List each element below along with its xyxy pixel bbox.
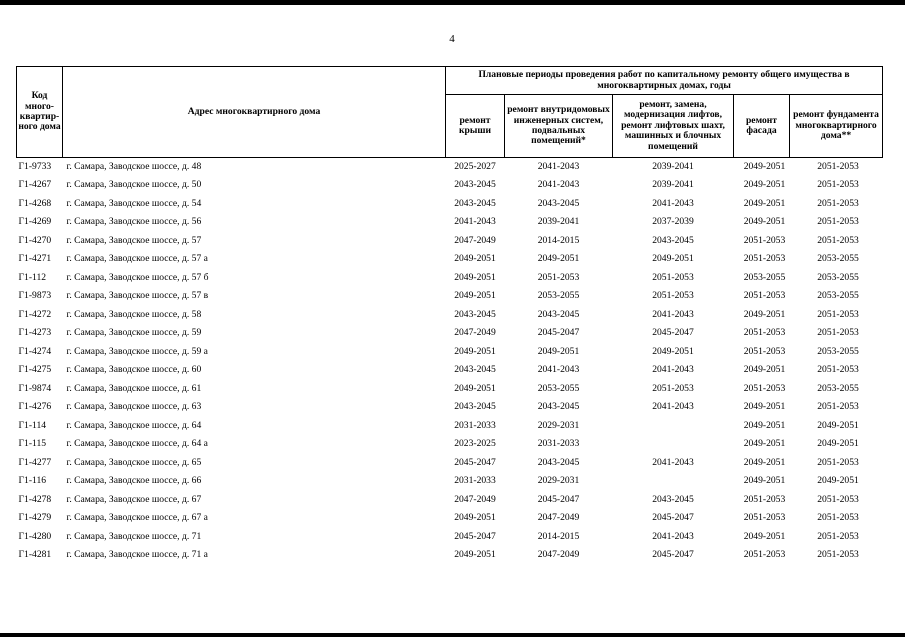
cell-roof-period: 2043-2045	[454, 401, 496, 413]
table-row	[17, 546, 883, 565]
cell-house-code: Г1-4281	[18, 549, 52, 561]
cell-engineering-period: 2053-2055	[537, 382, 580, 394]
table-row	[17, 250, 883, 269]
cell-lift-period: 2043-2045	[652, 234, 694, 246]
cell-roof-period: 2049-2051	[454, 271, 496, 283]
table-row	[17, 343, 883, 362]
cell-address: г. Самара, Заводское шоссе, д. 63	[66, 401, 202, 413]
cell-house-code: Г1-4271	[18, 253, 52, 265]
capital-repair-table	[16, 66, 883, 565]
cell-engineering-period: 2041-2043	[537, 364, 580, 376]
cell-address: г. Самара, Заводское шоссе, д. 48	[66, 160, 202, 172]
cell-foundation-period: 2051-2053	[817, 512, 859, 524]
cell-house-code: Г1-4270	[18, 234, 52, 246]
table-row	[17, 491, 883, 510]
cell-lift-period: 2041-2043	[652, 456, 694, 468]
table-row	[17, 509, 883, 528]
cell-engineering-period: 2049-2051	[537, 253, 580, 265]
cell-address: г. Самара, Заводское шоссе, д. 65	[66, 456, 202, 468]
cell-house-code: Г1-4272	[18, 308, 52, 320]
cell-foundation-period: 2049-2051	[817, 419, 859, 431]
cell-roof-period: 2047-2049	[454, 327, 496, 339]
table-row	[17, 435, 883, 454]
cell-facade-period: 2049-2051	[743, 179, 786, 191]
cell-lift-period: 2045-2047	[652, 327, 694, 339]
cell-house-code: Г1-4276	[18, 401, 52, 413]
cell-engineering-period: 2029-2031	[537, 475, 580, 487]
cell-address: г. Самара, Заводское шоссе, д. 50	[66, 179, 202, 191]
cell-roof-period: 2049-2051	[454, 549, 496, 561]
cell-house-code: Г1-4280	[18, 530, 52, 542]
cell-engineering-period: 2041-2043	[537, 179, 580, 191]
cell-house-code: Г1-4267	[18, 179, 52, 191]
cell-house-code: Г1-116	[18, 475, 47, 487]
cell-roof-period: 2041-2043	[454, 216, 496, 228]
cell-address: г. Самара, Заводское шоссе, д. 57 а	[66, 253, 208, 265]
cell-house-code: Г1-9874	[18, 382, 52, 394]
header-foundation-repair: ремонт фундамента многоквартирного дома**	[790, 95, 883, 158]
cell-foundation-period: 2053-2055	[817, 271, 859, 283]
cell-engineering-period: 2045-2047	[537, 327, 580, 339]
cell-facade-period: 2049-2051	[743, 401, 786, 413]
cell-lift-period: 2039-2041	[652, 179, 694, 191]
header-facade-repair: ремонт фасада	[734, 95, 790, 158]
cell-foundation-period: 2051-2053	[817, 234, 859, 246]
cell-facade-period: 2051-2053	[743, 512, 786, 524]
cell-facade-period: 2051-2053	[743, 493, 786, 505]
cell-facade-period: 2049-2051	[743, 216, 786, 228]
table-row	[17, 232, 883, 251]
cell-engineering-period: 2014-2015	[537, 530, 580, 542]
cell-house-code: Г1-4274	[18, 345, 52, 357]
cell-address: г. Самара, Заводское шоссе, д. 71	[66, 530, 202, 542]
table-row	[17, 417, 883, 436]
cell-address: г. Самара, Заводское шоссе, д. 57	[66, 234, 202, 246]
cell-lift-period: 2041-2043	[652, 530, 694, 542]
cell-lift-period: 2049-2051	[652, 253, 694, 265]
cell-lift-period: 2041-2043	[652, 401, 694, 413]
cell-house-code: Г1-4277	[18, 456, 52, 468]
cell-house-code: Г1-112	[18, 271, 47, 283]
cell-engineering-period: 2039-2041	[537, 216, 580, 228]
cell-foundation-period: 2051-2053	[817, 549, 859, 561]
cell-foundation-period: 2053-2055	[817, 345, 859, 357]
table-row	[17, 398, 883, 417]
cell-house-code: Г1-9733	[18, 160, 52, 172]
table-row	[17, 158, 883, 177]
cell-roof-period: 2049-2051	[454, 253, 496, 265]
cell-house-code: Г1-4269	[18, 216, 52, 228]
cell-roof-period: 2031-2033	[454, 475, 496, 487]
table-row	[17, 454, 883, 473]
cell-facade-period: 2049-2051	[743, 530, 786, 542]
header-planned-periods: Плановые периоды проведения работ по капитальному ремонту общего имущества в многоквартирных домах, годы	[446, 67, 883, 95]
cell-facade-period: 2049-2051	[743, 364, 786, 376]
cell-roof-period: 2049-2051	[454, 290, 496, 302]
cell-facade-period: 2051-2053	[743, 382, 786, 394]
cell-address: г. Самара, Заводское шоссе, д. 59 а	[66, 345, 208, 357]
cell-facade-period: 2049-2051	[743, 419, 786, 431]
cell-foundation-period: 2053-2055	[817, 382, 859, 394]
cell-foundation-period: 2051-2053	[817, 216, 859, 228]
cell-roof-period: 2043-2045	[454, 197, 496, 209]
cell-address: г. Самара, Заводское шоссе, д. 60	[66, 364, 202, 376]
cell-roof-period: 2047-2049	[454, 234, 496, 246]
bottom-rule	[0, 633, 905, 637]
table-row	[17, 287, 883, 306]
cell-foundation-period: 2053-2055	[817, 253, 859, 265]
cell-lift-period: 2051-2053	[652, 382, 694, 394]
cell-foundation-period: 2051-2053	[817, 308, 859, 320]
cell-facade-period: 2049-2051	[743, 308, 786, 320]
cell-lift-period: 2039-2041	[652, 160, 694, 172]
cell-address: г. Самара, Заводское шоссе, д. 64	[66, 419, 202, 431]
cell-engineering-period: 2043-2045	[537, 308, 580, 320]
cell-lift-period: 2045-2047	[652, 549, 694, 561]
cell-lift-period: 2043-2045	[652, 493, 694, 505]
cell-facade-period: 2053-2055	[743, 271, 786, 283]
cell-lift-period: 2041-2043	[652, 308, 694, 320]
cell-engineering-period: 2014-2015	[537, 234, 580, 246]
cell-engineering-period: 2045-2047	[537, 493, 580, 505]
cell-roof-period: 2023-2025	[454, 438, 496, 450]
cell-foundation-period: 2051-2053	[817, 364, 859, 376]
table-row	[17, 269, 883, 288]
cell-facade-period: 2051-2053	[743, 290, 786, 302]
header-lift-repair: ремонт, замена, модернизация лифтов, ремонт лифтовых шахт, машинных и блочных помещений	[613, 95, 734, 158]
cell-lift-period: 2041-2043	[652, 364, 694, 376]
cell-engineering-period: 2043-2045	[537, 456, 580, 468]
table-row	[17, 195, 883, 214]
cell-roof-period: 2049-2051	[454, 382, 496, 394]
cell-lift-period	[613, 472, 734, 491]
cell-facade-period: 2049-2051	[743, 456, 786, 468]
cell-address: г. Самара, Заводское шоссе, д. 66	[66, 475, 202, 487]
table-row	[17, 306, 883, 325]
cell-house-code: Г1-4273	[18, 327, 52, 339]
cell-roof-period: 2031-2033	[454, 419, 496, 431]
cell-lift-period: 2037-2039	[652, 216, 694, 228]
cell-facade-period: 2051-2053	[743, 327, 786, 339]
cell-roof-period: 2049-2051	[454, 345, 496, 357]
cell-engineering-period: 2047-2049	[537, 512, 580, 524]
table-row	[17, 472, 883, 491]
cell-facade-period: 2049-2051	[743, 160, 786, 172]
cell-address: г. Самара, Заводское шоссе, д. 56	[66, 216, 202, 228]
cell-foundation-period: 2049-2051	[817, 438, 859, 450]
table-body	[17, 158, 883, 565]
table-row	[17, 324, 883, 343]
cell-address: г. Самара, Заводское шоссе, д. 58	[66, 308, 202, 320]
table-row	[17, 361, 883, 380]
cell-address: г. Самара, Заводское шоссе, д. 57 б	[66, 271, 209, 283]
cell-foundation-period: 2051-2053	[817, 493, 859, 505]
cell-foundation-period: 2051-2053	[817, 327, 859, 339]
cell-address: г. Самара, Заводское шоссе, д. 67	[66, 493, 202, 505]
cell-roof-period: 2025-2027	[454, 160, 496, 172]
cell-lift-period: 2051-2053	[652, 290, 694, 302]
cell-address: г. Самара, Заводское шоссе, д. 71 а	[66, 549, 208, 561]
cell-engineering-period: 2051-2053	[537, 271, 580, 283]
top-rule	[0, 0, 905, 5]
header-house-code: Код много-квартир-ного дома	[17, 67, 63, 158]
cell-house-code: Г1-114	[18, 419, 47, 431]
cell-roof-period: 2043-2045	[454, 364, 496, 376]
cell-foundation-period: 2051-2053	[817, 197, 859, 209]
cell-house-code: Г1-9873	[18, 290, 52, 302]
table-row	[17, 380, 883, 399]
cell-facade-period: 2049-2051	[743, 197, 786, 209]
cell-house-code: Г1-115	[18, 438, 47, 450]
cell-engineering-period: 2029-2031	[537, 419, 580, 431]
header-engineering-repair: ремонт внутридомовых инженерных систем, подвальных помещений*	[505, 95, 613, 158]
cell-roof-period: 2043-2045	[454, 308, 496, 320]
cell-house-code: Г1-4268	[18, 197, 52, 209]
cell-lift-period: 2045-2047	[652, 512, 694, 524]
cell-facade-period: 2051-2053	[743, 253, 786, 265]
header-roof-repair: ремонт крыши	[446, 95, 505, 158]
cell-house-code: Г1-4275	[18, 364, 52, 376]
cell-lift-period	[613, 435, 734, 454]
cell-engineering-period: 2049-2051	[537, 345, 580, 357]
cell-address: г. Самара, Заводское шоссе, д. 54	[66, 197, 202, 209]
cell-address: г. Самара, Заводское шоссе, д. 59	[66, 327, 202, 339]
cell-foundation-period: 2049-2051	[817, 475, 859, 487]
cell-roof-period: 2043-2045	[454, 179, 496, 191]
cell-roof-period: 2047-2049	[454, 493, 496, 505]
cell-lift-period: 2051-2053	[652, 271, 694, 283]
cell-lift-period	[613, 417, 734, 436]
cell-roof-period: 2045-2047	[454, 530, 496, 542]
cell-lift-period: 2049-2051	[652, 345, 694, 357]
cell-house-code: Г1-4279	[18, 512, 52, 524]
cell-facade-period: 2051-2053	[743, 549, 786, 561]
cell-roof-period: 2049-2051	[454, 512, 496, 524]
cell-address: г. Самара, Заводское шоссе, д. 61	[66, 382, 202, 394]
cell-facade-period: 2051-2053	[743, 234, 786, 246]
cell-engineering-period: 2041-2043	[537, 160, 580, 172]
cell-engineering-period: 2043-2045	[537, 401, 580, 413]
cell-facade-period: 2051-2053	[743, 345, 786, 357]
cell-address: г. Самара, Заводское шоссе, д. 57 в	[66, 290, 209, 302]
cell-foundation-period: 2051-2053	[817, 160, 859, 172]
table-row	[17, 176, 883, 195]
header-address: Адрес многоквартирного дома	[63, 67, 446, 158]
cell-facade-period: 2049-2051	[743, 438, 786, 450]
cell-house-code: Г1-4278	[18, 493, 52, 505]
table-row	[17, 213, 883, 232]
cell-address: г. Самара, Заводское шоссе, д. 64 а	[66, 438, 208, 450]
cell-engineering-period: 2043-2045	[537, 197, 580, 209]
cell-lift-period: 2041-2043	[652, 197, 694, 209]
cell-foundation-period: 2051-2053	[817, 530, 859, 542]
page-number: 4	[449, 33, 455, 45]
cell-engineering-period: 2047-2049	[537, 549, 580, 561]
table-header	[17, 67, 883, 158]
cell-engineering-period: 2053-2055	[537, 290, 580, 302]
cell-address: г. Самара, Заводское шоссе, д. 67 а	[66, 512, 208, 524]
cell-foundation-period: 2051-2053	[817, 179, 859, 191]
cell-engineering-period: 2031-2033	[537, 438, 580, 450]
cell-roof-period: 2045-2047	[454, 456, 496, 468]
cell-foundation-period: 2051-2053	[817, 456, 859, 468]
cell-facade-period: 2049-2051	[743, 475, 786, 487]
table-row	[17, 528, 883, 547]
cell-foundation-period: 2053-2055	[817, 290, 859, 302]
cell-foundation-period: 2051-2053	[817, 401, 859, 413]
